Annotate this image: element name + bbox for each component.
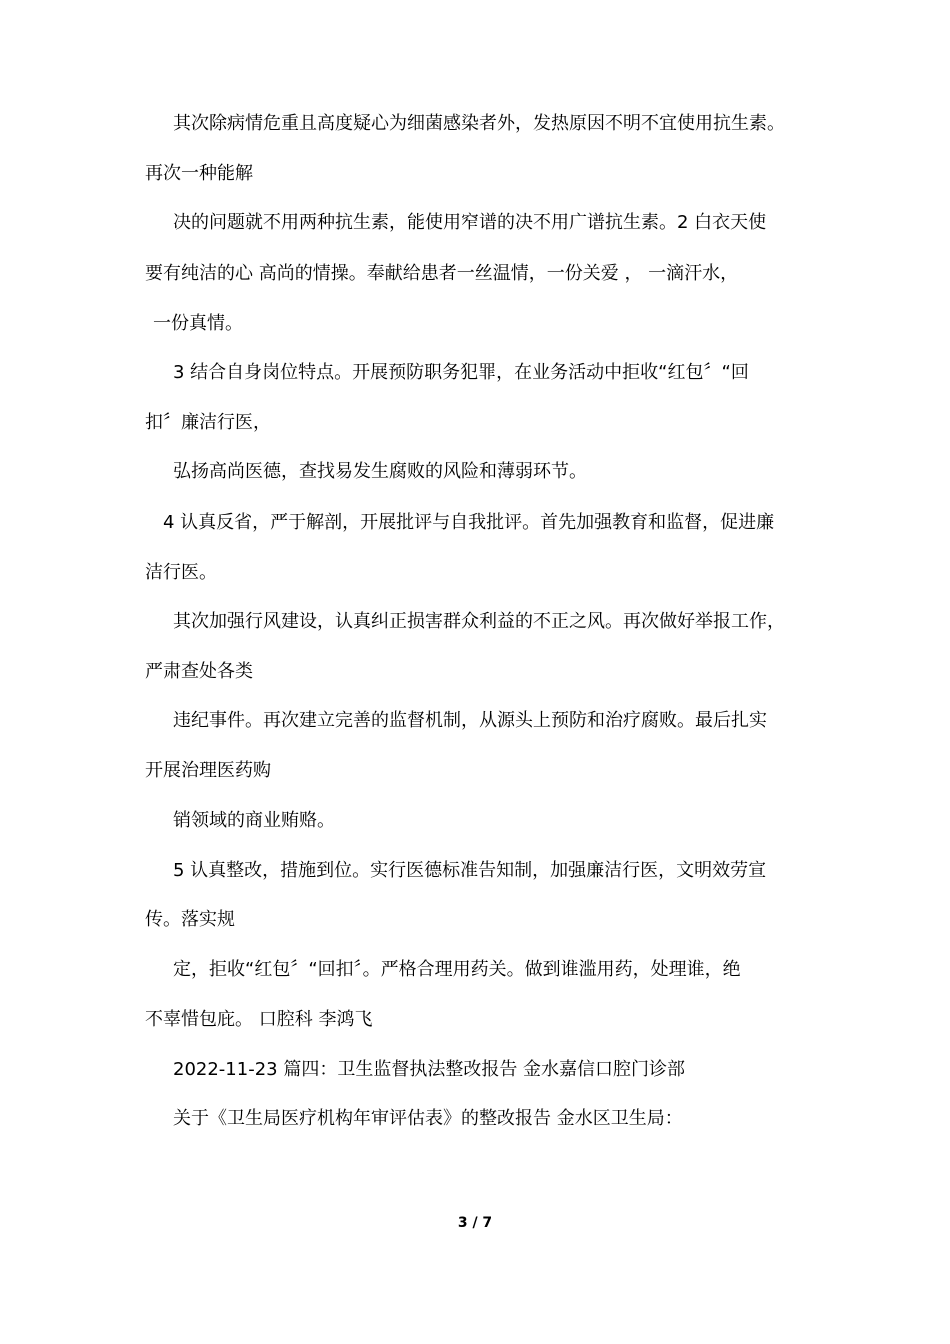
- text-line: 3 结合自身岗位特点。开展预防职务犯罪，在业务活动中拒收“红包〞“回: [173, 362, 749, 383]
- text-line: 洁行医。: [145, 562, 217, 583]
- text-line: 关于《卫生局医疗机构年审评估表》的整改报告 金水区卫生局：: [173, 1108, 683, 1129]
- text-line: 定，拒收“红包〞“回扣〞。严格合理用药关。做到谁滥用药，处理谁，绝: [173, 959, 741, 980]
- text-line: 其次加强行风建设，认真纠正损害群众利益的不正之风。再次做好举报工作，: [173, 611, 785, 632]
- text-line: 违纪事件。再次建立完善的监督机制，从源头上预防和治疗腐败。最后扎实: [173, 710, 767, 731]
- text-line: 一份真情。: [153, 313, 243, 334]
- text-line: 传。落实规: [145, 909, 235, 930]
- text-line: 再次一种能解: [145, 163, 253, 184]
- text-line: 5 认真整改，措施到位。实行医德标准告知制，加强廉洁行医，文明效劳宣: [173, 860, 767, 881]
- text-line: 开展治理医药购: [145, 760, 271, 781]
- text-line: 其次除病情危重且高度疑心为细菌感染者外，发热原因不明不宜使用抗生素。: [173, 113, 785, 134]
- text-line: 扣〞廉洁行医，: [145, 412, 271, 433]
- text-line: 要有纯洁的心 高尚的情操。奉献给患者一丝温情，一份关爱 ， 一滴汗水，: [145, 263, 739, 284]
- text-line: 严肃查处各类: [145, 661, 253, 682]
- text-line: 决的问题就不用两种抗生素，能使用窄谱的决不用广谱抗生素。2 白衣天使: [173, 212, 767, 233]
- text-line: 销领域的商业贿赂。: [173, 810, 335, 831]
- page-number: 3 / 7: [457, 1215, 493, 1231]
- text-line: 4 认真反省，严于解剖，开展批评与自我批评。首先加强教育和监督，促进廉: [163, 512, 775, 533]
- text-line: 2022-11-23 篇四：卫生监督执法整改报告 金水嘉信口腔门诊部: [173, 1059, 686, 1080]
- text-line: 不辜惜包庇。 口腔科 李鸿飞: [145, 1009, 373, 1030]
- text-line: 弘扬高尚医德，查找易发生腐败的风险和薄弱环节。: [173, 461, 587, 482]
